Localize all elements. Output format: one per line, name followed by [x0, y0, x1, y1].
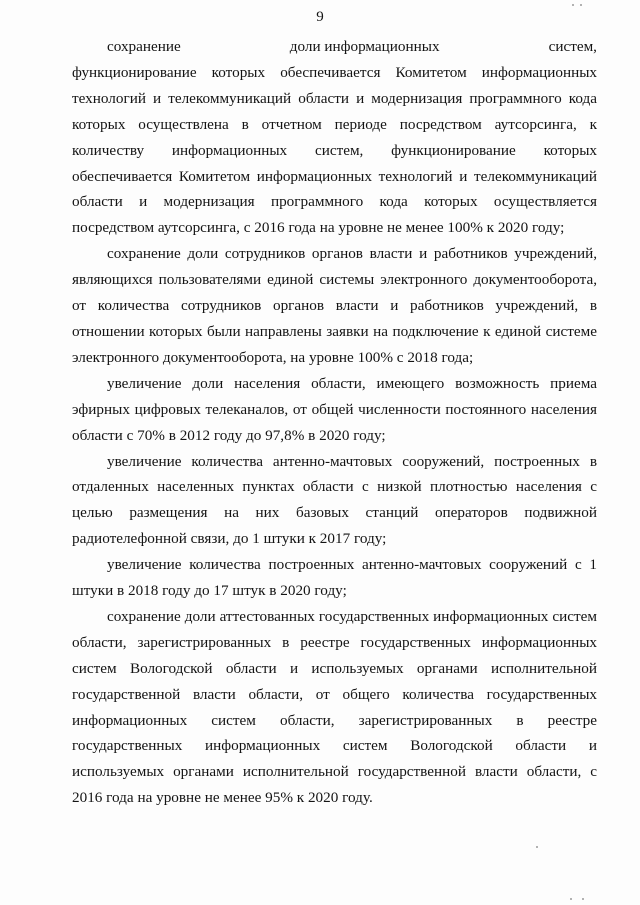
paragraph-6: сохранение доли аттестованных государственных информационных систем области, зарегистрированных в реестре государственных информационных систем Вологодской области и используемых органами исполнительной государственной власти области, от общего количества государственных информационных систем области, зарегистрированных в реестре государственных информационных систем Вологодской области и используемых органами исполнительной государственной власти области, с 2016 года на уровне не менее 95% к 2020 году.	[72, 607, 597, 807]
paragraph-1-word-3: систем,	[548, 38, 597, 55]
paragraph-1-word-2: доли информационных	[289, 38, 440, 55]
scan-speck	[570, 898, 572, 900]
scan-speck	[580, 4, 582, 6]
paragraph-1-word-1: сохранение	[107, 38, 181, 55]
paragraph-5: увеличение количества построенных антенно-мачтовых сооружений с 1 штуки в 2018 году до 17 штук в 2020 году;	[72, 556, 597, 600]
document-body	[72, 34, 597, 811]
paragraph-1-continuation: функционирование которых обеспечивается Комитетом информационных технологий и телекоммуникаций области и модернизация программного кода которых осуществлена в отчетном периоде посредством аутсорсинга, к количеству информационных систем, функционирование которых обеспечивается Комитетом информационных технологий и телекоммуникаций области и модернизация программного кода которых осуществляется посредством аутсорсинга, с 2016 года на уровне не менее 100% к 2020 году;	[72, 63, 597, 237]
paragraph-4: увеличение количества антенно-мачтовых сооружений, построенных в отдаленных населенных пунктах области с низкой плотностью населения с целью размещения на них базовых станций операторов подвижной радиотелефонной связи, до 1 штуки к 2017 году;	[72, 452, 597, 548]
paragraph-2: сохранение доли сотрудников органов власти и работников учреждений, являющихся пользователями единой системы электронного документооборота, от количества сотрудников органов власти и работников учреждений, в отношении которых были направлены заявки на подключение к единой системе электронного документооборота, на уровне 100% с 2018 года;	[72, 245, 597, 366]
paragraph-1-first-line	[72, 34, 597, 60]
page-number: 9	[316, 9, 324, 25]
scan-speck	[582, 898, 584, 900]
scan-speck	[536, 846, 538, 848]
scan-speck	[572, 4, 574, 6]
paragraph-3: увеличение доли населения области, имеющего возможность приема эфирных цифровых телеканалов, от общей численности постоянного населения области с 70% в 2012 году до 97,8% в 2020 году;	[72, 374, 597, 444]
